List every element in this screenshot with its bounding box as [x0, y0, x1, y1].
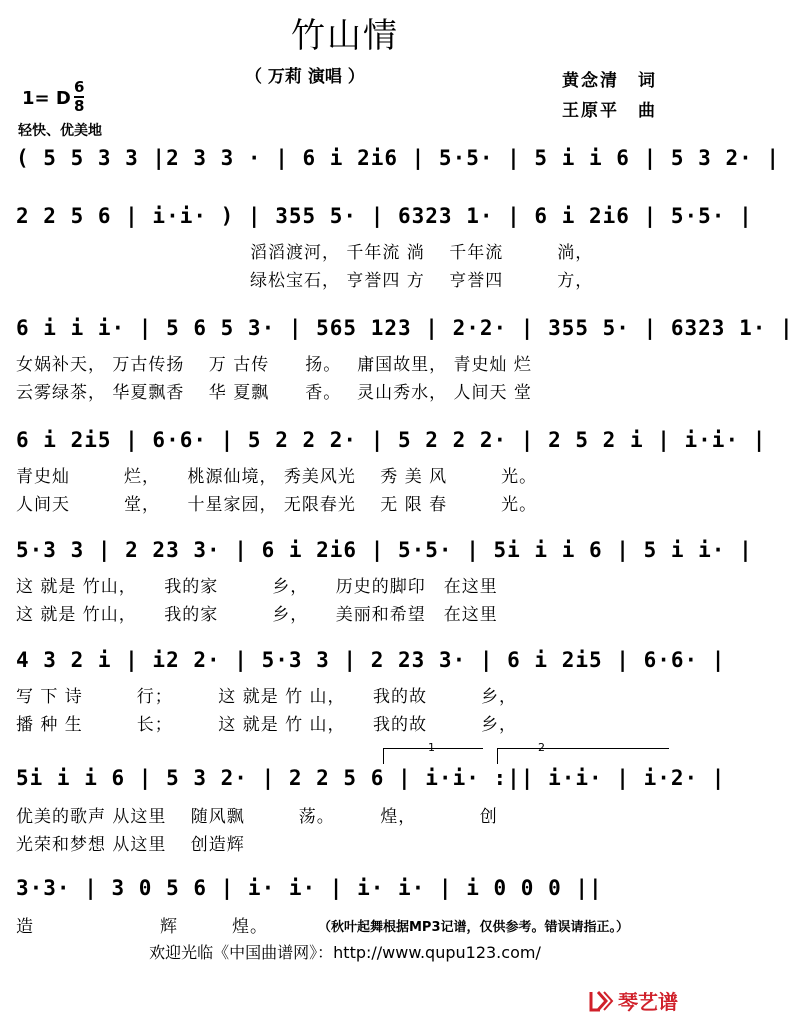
watermark-logo: [588, 986, 678, 1015]
lyric-line: 滔滔渡河， 千年流 淌 千年流 淌，: [16, 243, 594, 263]
notation-row: 5·3 3 | 2 23 3· | 6 i 2i6 | 5·5· | 5i i i 6 | 5 i i· |: [16, 538, 753, 562]
key-signature: 1= D: [22, 88, 71, 109]
time-signature: [74, 80, 84, 114]
song-title: 竹山情: [291, 16, 399, 56]
singer-credit: （ 万莉 演唱 ）: [245, 67, 365, 87]
site-footer: 欢迎光临《中国曲谱网》：http://www.qupu123.com/: [149, 943, 541, 962]
lyric-line: 这 就是 竹山， 我的家 乡， 历史的脚印 在这里: [16, 577, 498, 597]
notation-row: 4 3 2 i | i2 2· | 5·3 3 | 2 23 3· | 6 i 2i5 | 6·6· |: [16, 648, 726, 672]
notation-row: 6 i i i· | 5 6 5 3· | 565 123 | 2·2· | 355 5· | 6323 1· |: [16, 316, 794, 340]
second-ending-label: 2: [538, 741, 545, 754]
notation-row: ( 5 5 3 3 |2 3 3 · | 6 i 2i6 | 5·5· | 5 i i 6 | 5 3 2· |: [16, 146, 781, 170]
lyric-line: 光荣和梦想 从这里 创造辉: [16, 835, 245, 855]
notation-row: 5i i i 6 | 5 3 2· | 2 2 5 6 | i·i· :|| i·i· | i·2· |: [16, 766, 726, 790]
watermark-text: 琴艺谱: [618, 990, 678, 1014]
first-ending-label: 1: [428, 741, 435, 754]
lyric-line: 云雾绿茶， 华夏飘香 华 夏飘 香。 灵山秀水， 人间天 堂: [16, 383, 532, 403]
notation-row: 6 i 2i5 | 6·6· | 5 2 2 2· | 5 2 2 2· | 2 5 2 i | i·i· |: [16, 428, 767, 452]
transcription-note: （秋叶起舞根据MP3记谱，仅供参考。错误请指正。）: [318, 920, 630, 935]
lyric-line: 播 种 生 长； 这 就是 竹 山， 我的故 乡，: [16, 715, 518, 735]
lyric-line: 绿松宝石， 亨誉四 方 亨誉四 方，: [16, 271, 594, 291]
composer-credit: 王原平 曲: [562, 101, 657, 121]
lyric-line: 青史灿 烂， 桃源仙境， 秀美风光 秀 美 风 光。: [16, 467, 538, 487]
tempo-marking: 轻快、优美地: [18, 123, 102, 139]
notation-row: 3·3· | 3 0 5 6 | i· i· | i· i· | i 0 0 0 ||: [16, 876, 603, 900]
lyric-line: 这 就是 竹山， 我的家 乡， 美丽和希望 在这里: [16, 605, 498, 625]
lyricist-credit: 黄念清 词: [562, 71, 657, 91]
meter-top: 6: [74, 78, 85, 96]
notation-row: 2 2 5 6 | i·i· ) | 355 5· | 6323 1· | 6 i 2i6 | 5·5· |: [16, 204, 753, 228]
lyric-line: 女娲补天， 万古传扬 万 古传 扬。 庸国故里， 青史灿 烂: [16, 355, 532, 375]
lyric-line: 写 下 诗 行； 这 就是 竹 山， 我的故 乡，: [16, 687, 518, 707]
lyric-line: 人间天 堂， 十星家园， 无限春光 无 限 春 光。: [16, 495, 538, 515]
lyric-line: 造 辉 煌。: [16, 917, 268, 937]
meter-bottom: 8: [74, 97, 85, 115]
qinyipu-logo-icon: [588, 989, 614, 1013]
lyric-line: 优美的歌声 从这里 随风飘 荡。 煌， 创: [16, 807, 498, 827]
